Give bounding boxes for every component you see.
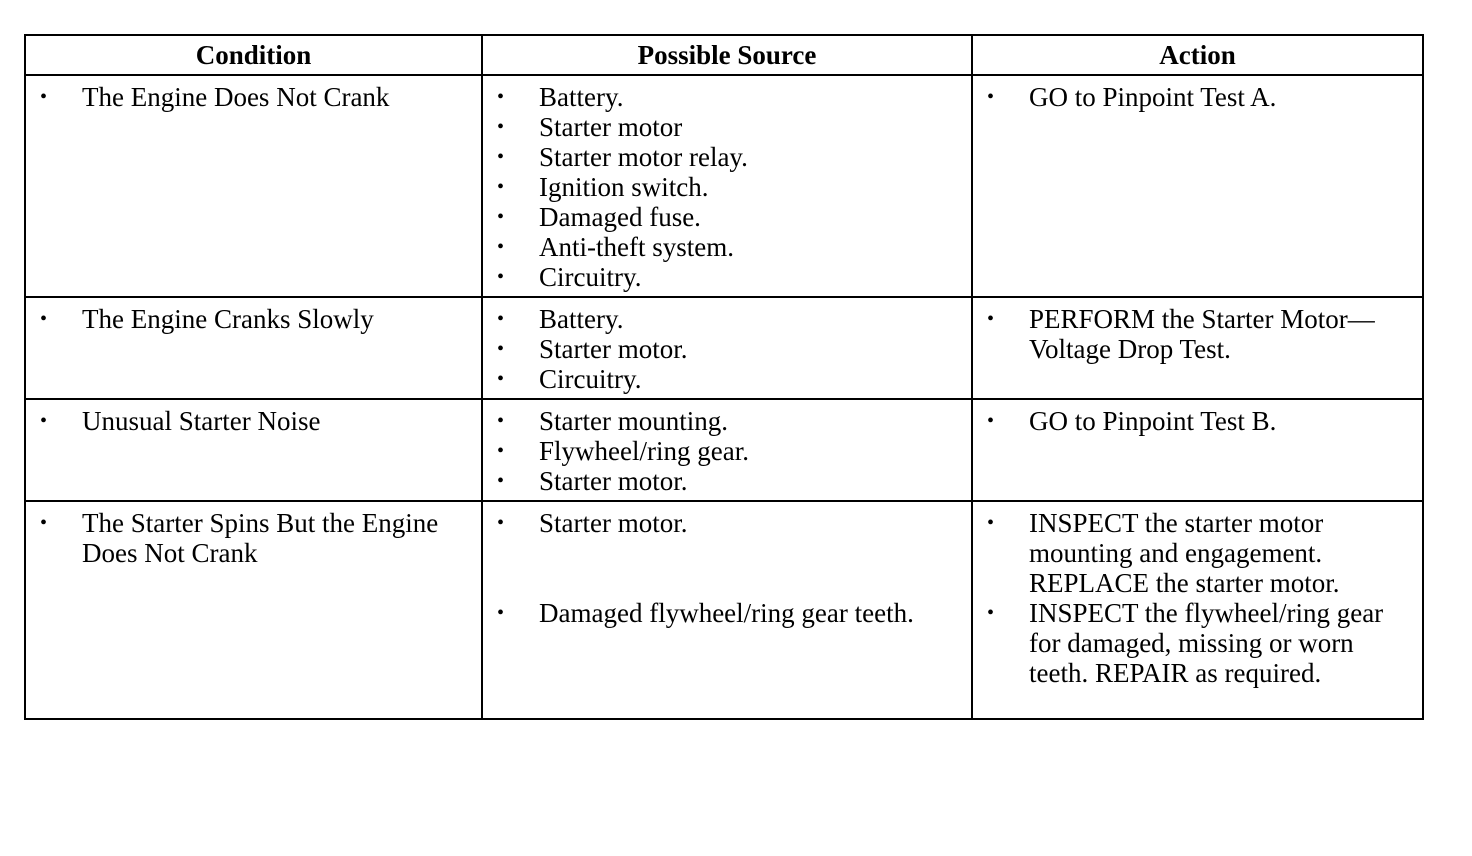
source-item: • Circuitry. <box>483 364 971 394</box>
source-cell <box>482 399 972 501</box>
condition-cell <box>25 501 482 719</box>
action-item: • INSPECT the flywheel/ring gear for damaged, missing or worn teeth. REPAIR as required. <box>973 598 1422 688</box>
header-action: Action <box>972 35 1423 75</box>
source-item: • Anti-theft system. <box>483 232 971 262</box>
condition-text: • Unusual Starter Noise <box>26 406 481 436</box>
source-item: • Damaged fuse. <box>483 202 971 232</box>
condition-cell <box>25 399 482 501</box>
source-item: • Flywheel/ring gear. <box>483 436 971 466</box>
source-item: • Starter motor. <box>483 334 971 364</box>
source-item: • Starter motor relay. <box>483 142 971 172</box>
action-item: • GO to Pinpoint Test B. <box>973 406 1422 436</box>
source-item: • Starter mounting. <box>483 406 971 436</box>
action-item: • PERFORM the Starter Motor—Voltage Drop Test. <box>973 304 1422 364</box>
table-row <box>25 75 1423 297</box>
source-item: • Ignition switch. <box>483 172 971 202</box>
table-row <box>25 297 1423 399</box>
source-cell <box>482 501 972 719</box>
action-cell <box>972 75 1423 297</box>
source-cell <box>482 297 972 399</box>
header-condition: Condition <box>25 35 482 75</box>
source-item: • Starter motor. <box>483 508 971 538</box>
diagnosis-table <box>24 34 1424 720</box>
condition-text: • The Engine Cranks Slowly <box>26 304 481 334</box>
source-item: • Battery. <box>483 82 971 112</box>
condition-text: • The Starter Spins But the Engine Does Not Crank <box>26 508 481 568</box>
source-item: • Circuitry. <box>483 262 971 292</box>
source-item: • Battery. <box>483 304 971 334</box>
action-cell <box>972 501 1423 719</box>
source-item: • Starter motor <box>483 112 971 142</box>
action-item: • GO to Pinpoint Test A. <box>973 82 1422 112</box>
table-row <box>25 399 1423 501</box>
action-cell <box>972 399 1423 501</box>
condition-cell <box>25 297 482 399</box>
source-item: • Starter motor. <box>483 466 971 496</box>
table-row <box>25 501 1423 719</box>
action-item: • INSPECT the starter motor mounting and engagement. REPLACE the starter motor. <box>973 508 1422 598</box>
source-item: • Damaged flywheel/ring gear teeth. <box>483 598 971 628</box>
action-cell <box>972 297 1423 399</box>
condition-cell <box>25 75 482 297</box>
header-row <box>25 35 1423 75</box>
condition-text: • The Engine Does Not Crank <box>26 82 481 112</box>
header-possible-source: Possible Source <box>482 35 972 75</box>
source-cell <box>482 75 972 297</box>
